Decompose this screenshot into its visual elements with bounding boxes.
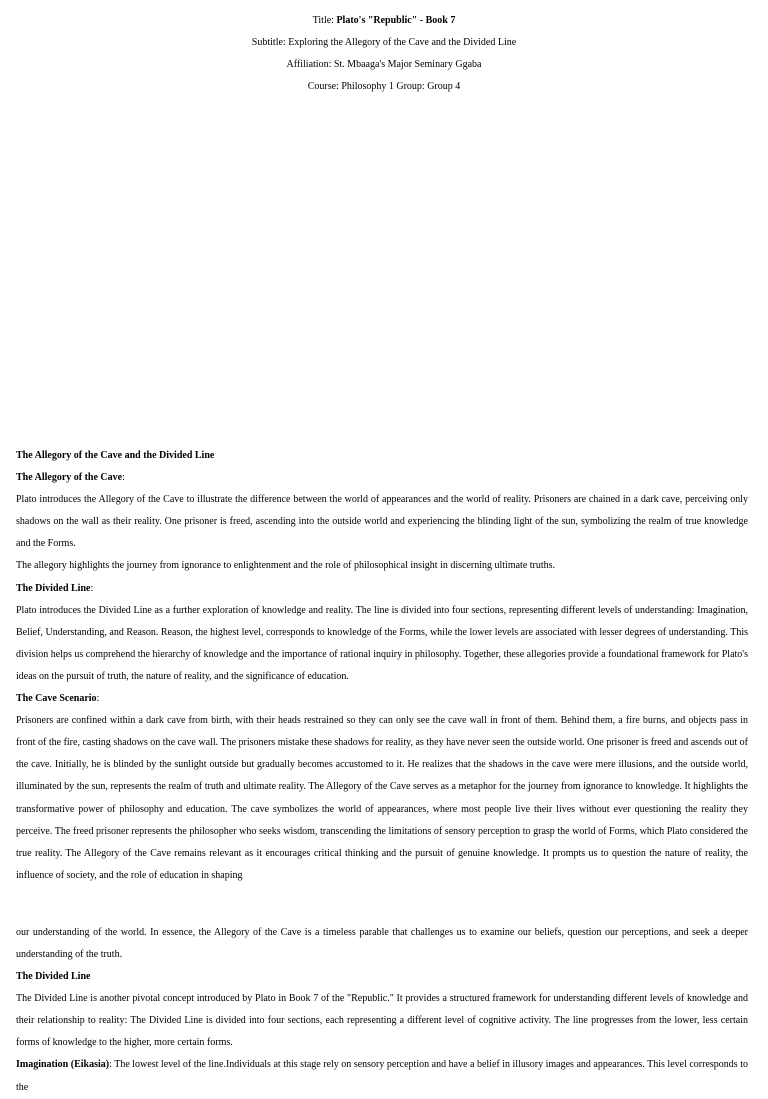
cave-scenario-paragraph-2: our understanding of the world. In essence, the Allegory of the Cave is a timeless parable that challenges us to examine our beliefs, question our perceptions, and seek a deeper understanding of the truth. bbox=[16, 926, 748, 960]
allegory-heading-line bbox=[16, 467, 748, 489]
cave-scenario-heading-line bbox=[16, 688, 748, 710]
title-label: Title: bbox=[312, 15, 337, 26]
section-heading: The Divided Line bbox=[16, 582, 91, 594]
section-heading: The Cave Scenario bbox=[16, 693, 97, 705]
main-heading: The Allegory of the Cave and the Divided Line bbox=[16, 450, 215, 461]
page-break-gap bbox=[16, 887, 748, 922]
affiliation-line: Affiliation: St. Mbaaga's Major Seminary Ggaba bbox=[286, 59, 482, 70]
heading-colon: : bbox=[90, 582, 94, 594]
divided-line-heading-line bbox=[16, 578, 748, 600]
heading-colon: : bbox=[122, 472, 125, 484]
heading-colon: : bbox=[96, 693, 100, 705]
cave-scenario-paragraph-1: Prisoners are confined within a dark cave from birth, with their heads restrained so they can only see the cave wall in front of them. Behind them, a fire burns, and objects pass in front of the fire, casting shadows on the cave wall. The prisoners mistake these shadows for reality, as they have never seen the outside world. One prisoner is freed and ascends out of the cave. Initially, he is blinded by the sunlight outside but gradually becomes accustomed to it. He realizes that the shadows in the cave were mere illusions, and the outside world, illuminated by the sun, represents the realm of truth and ultimate reality. The Allegory of the Cave serves as a metaphor for the journey from ignorance to knowledge. It highlights the transformative power of philosophy and education. The cave symbolizes the world of appearances, where most people live their lives without ever questioning the reality they perceive. The freed prisoner represents the philosopher who seeks wisdom, transcending the limitations of sensory perception to grasp the world of Forms, which Plato considered the true reality. The Allegory of the Cave remains relevant as it encourages critical thinking and the pursuit of genuine knowledge. It prompts us to question the nature of reality, the influence of society, and the role of education in shaping bbox=[16, 715, 748, 881]
imagination-paragraph bbox=[16, 1054, 748, 1098]
divided-line-2-paragraph-1: The Divided Line is another pivotal concept introduced by Plato in Book 7 of the "Republic." It provides a structured framework for understanding different levels of knowledge and their relationship to reality: The Divided Line is divided into four sections, each representing a different level of cognitive activity. The line progresses from the lower, less certain forms of knowledge to the higher, more certain forms. bbox=[16, 993, 748, 1049]
allegory-paragraph-2: The allegory highlights the journey from ignorance to enlightenment and the role of philosophical insight in discerning ultimate truths. bbox=[16, 560, 556, 572]
document-title: Plato's "Republic" - Book 7 bbox=[336, 15, 456, 26]
divided-line-2-heading: The Divided Line bbox=[16, 971, 91, 983]
title-block bbox=[0, 14, 768, 102]
imagination-text: : The lowest level of the line.Individuals at this stage rely on sensory perception and have a belief in illusory images and appearances. This level corresponds to the bbox=[16, 1059, 748, 1093]
title-line bbox=[0, 14, 768, 36]
imagination-label: Imagination (Eikasia) bbox=[16, 1059, 110, 1071]
divided-line-paragraph-1: Plato introduces the Divided Line as a further exploration of knowledge and reality. The line is divided into four sections, representing different levels of understanding: Imagination, Belief, Understanding, and Reason. Reason, the highest level, corresponds to knowledge of the Forms, while the lower levels are associated with lesser degrees of understanding. This division helps us comprehend the hierarchy of knowledge and the importance of rational inquiry in philosophy. Together, these allegories provide a foundational framework for Plato's ideas on the pursuit of truth, the nature of reality, and the significance of education. bbox=[16, 604, 748, 682]
document-body bbox=[16, 445, 748, 1099]
section-heading: The Allegory of the Cave bbox=[16, 472, 123, 484]
course-line: Course: Philosophy 1 Group: Group 4 bbox=[307, 81, 461, 92]
subtitle-line: Subtitle: Exploring the Allegory of the Cave and the Divided Line bbox=[251, 37, 517, 48]
allegory-paragraph-1: Plato introduces the Allegory of the Cave to illustrate the difference between the world of appearances and the world of reality. Prisoners are chained in a dark cave, perceiving only shadows on the wall as their reality. One prisoner is freed, ascending into the outside world and experiencing the blinding light of the sun, symbolizing the realm of true knowledge and the Forms. bbox=[16, 494, 748, 550]
